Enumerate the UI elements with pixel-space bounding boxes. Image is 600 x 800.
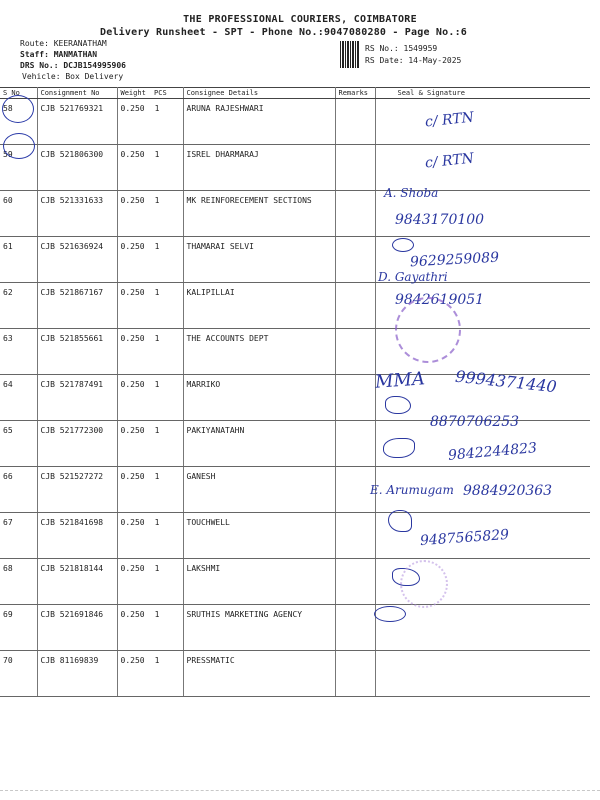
row-signature bbox=[375, 99, 590, 145]
row-consignment: CJB 521636924 bbox=[37, 237, 117, 283]
col-consignment-no: Consignment No bbox=[37, 88, 117, 99]
row-signature bbox=[375, 605, 590, 651]
handwritten-signature: MMA bbox=[374, 368, 426, 393]
company-title: THE PROFESSIONAL COURIERS, COIMBATORE bbox=[183, 14, 417, 25]
row-remarks bbox=[335, 605, 375, 651]
scribble-signature-icon bbox=[383, 438, 415, 458]
row-remarks bbox=[335, 375, 375, 421]
table-row bbox=[0, 237, 590, 283]
row-consignment: CJB 81169839 bbox=[37, 651, 117, 697]
row-weight: 0.250 1 bbox=[117, 283, 183, 329]
handwritten-signature: E. Arumugam bbox=[370, 483, 454, 497]
col-consignee: Consignee Details bbox=[183, 88, 335, 99]
row-consignment: CJB 521806300 bbox=[37, 145, 117, 191]
delivery-table bbox=[0, 87, 590, 697]
col-s-no: S No bbox=[0, 88, 37, 99]
handwritten-note: c/ RTN bbox=[424, 109, 475, 131]
handwritten-note: c/ RTN bbox=[424, 150, 475, 172]
row-consignee: MK REINFORECEMENT SECTIONS bbox=[183, 191, 335, 237]
seal-stamp-icon bbox=[395, 297, 461, 363]
row-s-no: 62 bbox=[0, 283, 37, 329]
handwritten-phone: 9842244823 bbox=[447, 440, 538, 464]
handwritten-phone: 9629259089 bbox=[409, 249, 500, 271]
row-consignment: CJB 521787491 bbox=[37, 375, 117, 421]
row-consignee: LAKSHMI bbox=[183, 559, 335, 605]
handwritten-phone: 9842619051 bbox=[395, 292, 485, 308]
barcode-icon bbox=[340, 41, 360, 68]
row-remarks bbox=[335, 283, 375, 329]
scribble-signature-icon bbox=[385, 396, 411, 414]
page-fold-line bbox=[0, 790, 600, 791]
table-header-row bbox=[0, 88, 590, 99]
row-signature bbox=[375, 145, 590, 191]
row-remarks bbox=[335, 191, 375, 237]
row-consignee: THE ACCOUNTS DEPT bbox=[183, 329, 335, 375]
handwritten-phone: 9487565829 bbox=[419, 526, 510, 550]
row-signature bbox=[375, 651, 590, 697]
table-row bbox=[0, 145, 590, 191]
scribble-signature-icon bbox=[388, 510, 412, 532]
table-row bbox=[0, 559, 590, 605]
row-s-no: 69 bbox=[0, 605, 37, 651]
table-row bbox=[0, 329, 590, 375]
row-s-no: 63 bbox=[0, 329, 37, 375]
row-consignment: CJB 521331633 bbox=[37, 191, 117, 237]
route-label: Route: KEERANATHAM bbox=[20, 39, 107, 48]
col-remarks: Remarks bbox=[335, 88, 375, 99]
row-weight: 0.250 1 bbox=[117, 191, 183, 237]
row-s-no: 61 bbox=[0, 237, 37, 283]
row-consignee: ARUNA RAJESHWARI bbox=[183, 99, 335, 145]
row-weight: 0.250 1 bbox=[117, 329, 183, 375]
row-weight: 0.250 1 bbox=[117, 513, 183, 559]
row-consignment: CJB 521855661 bbox=[37, 329, 117, 375]
row-weight: 0.250 1 bbox=[117, 651, 183, 697]
row-remarks bbox=[335, 651, 375, 697]
row-consignee: THAMARAI SELVI bbox=[183, 237, 335, 283]
row-consignee: ISREL DHARMARAJ bbox=[183, 145, 335, 191]
row-consignment: CJB 521769321 bbox=[37, 99, 117, 145]
row-consignment: CJB 521772300 bbox=[37, 421, 117, 467]
row-consignee: TOUCHWELL bbox=[183, 513, 335, 559]
table-row bbox=[0, 651, 590, 697]
row-weight: 0.250 1 bbox=[117, 145, 183, 191]
row-consignment: CJB 521867167 bbox=[37, 283, 117, 329]
row-remarks bbox=[335, 421, 375, 467]
row-consignee: KALIPILLAI bbox=[183, 283, 335, 329]
handwritten-phone: 9994371440 bbox=[454, 366, 558, 397]
row-remarks bbox=[335, 237, 375, 283]
row-consignee: MARRIKO bbox=[183, 375, 335, 421]
scribble-signature-icon bbox=[392, 238, 414, 252]
handwritten-signature: D. Gayathri bbox=[378, 270, 448, 284]
row-s-no: 67 bbox=[0, 513, 37, 559]
row-s-no: 68 bbox=[0, 559, 37, 605]
row-s-no: 60 bbox=[0, 191, 37, 237]
row-weight: 0.250 1 bbox=[117, 421, 183, 467]
row-consignee: PRESSMATIC bbox=[183, 651, 335, 697]
row-s-no: 59 bbox=[0, 145, 37, 191]
row-remarks bbox=[335, 559, 375, 605]
row-remarks bbox=[335, 329, 375, 375]
staff-label: Staff: MANMATHAN bbox=[20, 50, 98, 59]
row-remarks bbox=[335, 99, 375, 145]
row-remarks bbox=[335, 467, 375, 513]
row-s-no: 65 bbox=[0, 421, 37, 467]
handwritten-phone: 9884920363 bbox=[463, 483, 553, 499]
circle-mark-icon bbox=[3, 133, 35, 159]
row-consignee: GANESH bbox=[183, 467, 335, 513]
rs-date: RS Date: 14-May-2025 bbox=[365, 56, 462, 65]
runsheet-subtitle: Delivery Runsheet - SPT - Phone No.:9047080280 - Page No.:6 bbox=[100, 27, 468, 38]
row-weight: 0.250 1 bbox=[117, 467, 183, 513]
row-consignment: CJB 521691846 bbox=[37, 605, 117, 651]
row-weight: 0.250 1 bbox=[117, 375, 183, 421]
row-s-no: 66 bbox=[0, 467, 37, 513]
row-weight: 0.250 1 bbox=[117, 559, 183, 605]
handwritten-signature: A. Shoba bbox=[384, 186, 439, 200]
row-consignment: CJB 521818144 bbox=[37, 559, 117, 605]
row-consignee: PAKIYANATAHN bbox=[183, 421, 335, 467]
col-seal-signature: Seal & Signature bbox=[375, 88, 590, 99]
handwritten-phone: 9843170100 bbox=[395, 212, 485, 228]
table-row bbox=[0, 99, 590, 145]
table-row bbox=[0, 605, 590, 651]
drs-number: DRS No.: DCJB154995906 bbox=[20, 61, 126, 70]
row-remarks bbox=[335, 145, 375, 191]
circle-mark-icon bbox=[2, 95, 34, 123]
row-consignment: CJB 521841698 bbox=[37, 513, 117, 559]
col-weight-pcs: Weight PCS bbox=[117, 88, 183, 99]
vehicle-label: Vehicle: Box Delivery bbox=[22, 72, 124, 81]
row-remarks bbox=[335, 513, 375, 559]
table-row bbox=[0, 283, 590, 329]
seal-stamp-icon bbox=[400, 560, 448, 608]
row-s-no: 64 bbox=[0, 375, 37, 421]
row-weight: 0.250 1 bbox=[117, 605, 183, 651]
rs-number: RS No.: 1549959 bbox=[365, 44, 438, 53]
row-consignee: SRUTHIS MARKETING AGENCY bbox=[183, 605, 335, 651]
row-weight: 0.250 1 bbox=[117, 237, 183, 283]
table-row bbox=[0, 191, 590, 237]
handwritten-phone: 8870706253 bbox=[430, 414, 520, 430]
scribble-signature-icon bbox=[374, 606, 406, 622]
row-s-no: 70 bbox=[0, 651, 37, 697]
row-consignment: CJB 521527272 bbox=[37, 467, 117, 513]
row-s-no: 58 bbox=[0, 99, 37, 145]
row-weight: 0.250 1 bbox=[117, 99, 183, 145]
